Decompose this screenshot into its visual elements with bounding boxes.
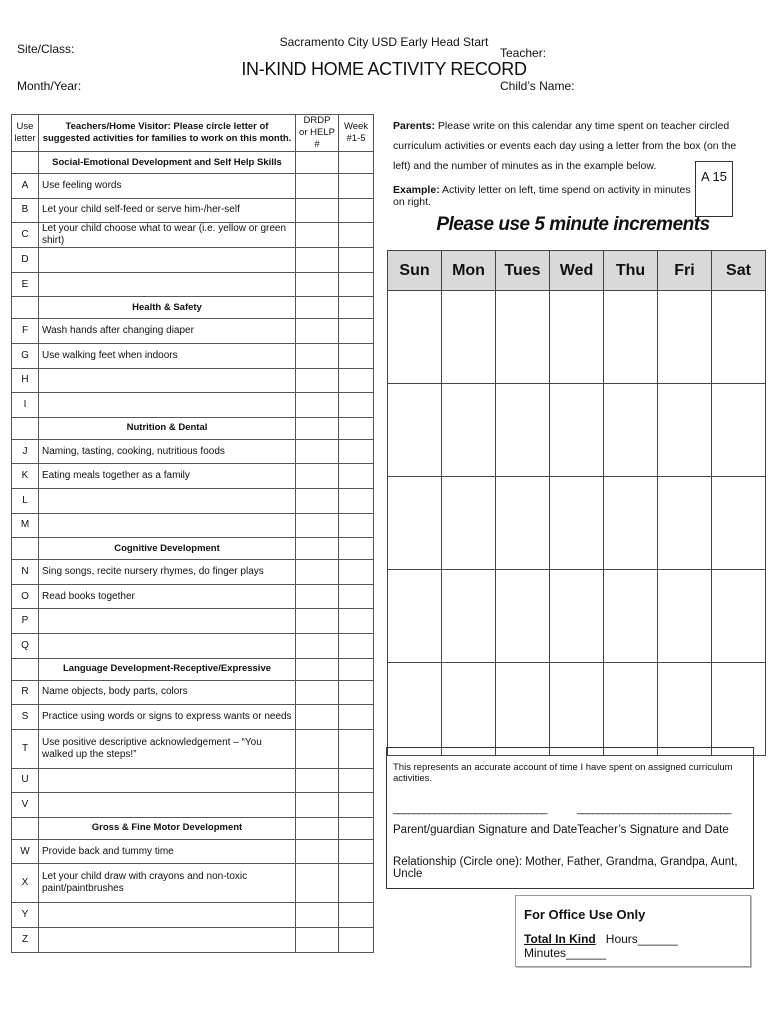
drdp-cell	[296, 152, 339, 174]
category-row	[12, 152, 374, 174]
calendar-day-cell[interactable]	[388, 291, 442, 384]
drdp-cell[interactable]	[296, 633, 339, 658]
calendar-day-cell[interactable]	[388, 570, 442, 663]
week-cell[interactable]	[339, 248, 374, 273]
calendar-week-row	[388, 384, 766, 477]
category-row	[12, 658, 374, 680]
drdp-cell	[296, 817, 339, 839]
activity-description: Sing songs, recite nursery rhymes, do finger plays	[39, 560, 296, 585]
week-cell[interactable]	[339, 223, 374, 248]
week-cell[interactable]	[339, 439, 374, 464]
week-cell[interactable]	[339, 393, 374, 418]
activity-letter[interactable]: Q	[12, 633, 39, 658]
example-value: A 15	[700, 169, 728, 184]
calendar-day-cell[interactable]	[496, 384, 550, 477]
example-box	[695, 161, 733, 217]
week-cell[interactable]	[339, 368, 374, 393]
calendar-day-cell[interactable]	[550, 291, 604, 384]
category-row	[12, 417, 374, 439]
activity-letter[interactable]: Y	[12, 903, 39, 928]
activity-letter[interactable]: L	[12, 488, 39, 513]
total-in-kind-label: Total In Kind	[524, 932, 596, 946]
calendar-week-row	[388, 291, 766, 384]
calendar-day-cell[interactable]	[604, 570, 658, 663]
week-cell[interactable]	[339, 609, 374, 634]
activity-description	[39, 368, 296, 393]
week-cell[interactable]	[339, 793, 374, 818]
instructions-header: Teachers/Home Visitor: Please circle letter of suggested activities for families to work on this month.	[39, 115, 296, 152]
activity-row	[12, 368, 374, 393]
activity-description: Practice using words or signs to express wants or needs	[39, 705, 296, 730]
activity-row	[12, 198, 374, 223]
total-in-kind-line	[524, 932, 750, 960]
activity-description	[39, 768, 296, 793]
letter-cell	[12, 817, 39, 839]
activity-letter[interactable]: M	[12, 513, 39, 538]
activity-letter[interactable]: H	[12, 368, 39, 393]
activity-letter[interactable]: J	[12, 439, 39, 464]
activity-letter[interactable]: S	[12, 705, 39, 730]
signature-box	[386, 747, 754, 889]
parents-label: Parents:	[393, 120, 436, 132]
week-cell[interactable]	[339, 680, 374, 705]
activity-row	[12, 609, 374, 634]
activity-description	[39, 248, 296, 273]
week-cell	[339, 297, 374, 319]
example-text: Activity letter on left, time spend on activity in minutes on right.	[393, 184, 691, 208]
activity-description	[39, 928, 296, 953]
week-cell[interactable]	[339, 198, 374, 223]
drdp-cell[interactable]	[296, 839, 339, 864]
week-cell[interactable]	[339, 864, 374, 903]
day-header-sat: Sat	[712, 251, 766, 291]
activity-row	[12, 584, 374, 609]
activity-letter[interactable]: O	[12, 584, 39, 609]
day-header-fri: Fri	[658, 251, 712, 291]
activity-row	[12, 839, 374, 864]
category-heading: Social-Emotional Development and Self Help Skills	[39, 152, 296, 174]
letter-cell	[12, 152, 39, 174]
week-cell[interactable]	[339, 768, 374, 793]
week-cell	[339, 538, 374, 560]
activity-row	[12, 272, 374, 297]
calendar-day-cell[interactable]	[496, 570, 550, 663]
activity-description	[39, 609, 296, 634]
calendar-day-cell[interactable]	[550, 477, 604, 570]
activity-row	[12, 560, 374, 585]
day-header-thu: Thu	[604, 251, 658, 291]
week-cell[interactable]	[339, 729, 374, 768]
week-cell[interactable]	[339, 174, 374, 199]
activity-description: Use walking feet when indoors	[39, 343, 296, 368]
letter-cell	[12, 417, 39, 439]
calendar-day-cell[interactable]	[442, 663, 496, 756]
category-heading: Health & Safety	[39, 297, 296, 319]
activity-row	[12, 793, 374, 818]
calendar-day-cell[interactable]	[712, 384, 766, 477]
drdp-cell[interactable]	[296, 513, 339, 538]
example-label: Example:	[393, 184, 440, 196]
drdp-cell[interactable]	[296, 319, 339, 344]
category-heading: Gross & Fine Motor Development	[39, 817, 296, 839]
category-row	[12, 297, 374, 319]
parents-text: Please write on this calendar any time spent on teacher circled curriculum activities or events each day using a letter from the box (on the left) and the number of minutes as in the example below.	[393, 120, 737, 172]
week-cell[interactable]	[339, 272, 374, 297]
drdp-cell[interactable]	[296, 729, 339, 768]
activity-letter[interactable]: W	[12, 839, 39, 864]
drdp-cell[interactable]	[296, 680, 339, 705]
child-name-label: Child’s Name:	[500, 79, 575, 93]
activity-description: Let your child self-feed or serve him-/her-self	[39, 198, 296, 223]
activity-description	[39, 393, 296, 418]
calendar-day-cell[interactable]	[442, 570, 496, 663]
activity-description: Read books together	[39, 584, 296, 609]
activity-row	[12, 903, 374, 928]
drdp-cell[interactable]	[296, 903, 339, 928]
activity-letter[interactable]: R	[12, 680, 39, 705]
activity-letter[interactable]: N	[12, 560, 39, 585]
activity-row	[12, 513, 374, 538]
category-heading: Nutrition & Dental	[39, 417, 296, 439]
calendar-day-cell[interactable]	[496, 291, 550, 384]
drdp-cell	[296, 538, 339, 560]
day-header-sun: Sun	[388, 251, 442, 291]
calendar-day-cell[interactable]	[658, 384, 712, 477]
calendar-day-cell[interactable]	[658, 570, 712, 663]
drdp-cell[interactable]	[296, 343, 339, 368]
week-cell	[339, 152, 374, 174]
activity-description: Let your child draw with crayons and non-toxic paint/paintbrushes	[39, 864, 296, 903]
activity-letter[interactable]: G	[12, 343, 39, 368]
calendar-day-cell[interactable]	[550, 570, 604, 663]
office-use-box	[515, 895, 751, 967]
calendar-day-cell[interactable]	[712, 291, 766, 384]
activity-letter[interactable]: A	[12, 174, 39, 199]
site-class-label: Site/Class:	[17, 42, 75, 56]
calendar-day-cell[interactable]	[658, 663, 712, 756]
activity-description	[39, 633, 296, 658]
drdp-cell[interactable]	[296, 609, 339, 634]
letter-cell	[12, 297, 39, 319]
activity-row	[12, 248, 374, 273]
calendar-day-cell[interactable]	[388, 477, 442, 570]
drdp-cell[interactable]	[296, 393, 339, 418]
drdp-cell[interactable]	[296, 488, 339, 513]
week-cell[interactable]	[339, 584, 374, 609]
activity-row	[12, 633, 374, 658]
activity-letter[interactable]: V	[12, 793, 39, 818]
week-cell[interactable]	[339, 839, 374, 864]
activity-row	[12, 488, 374, 513]
category-row	[12, 817, 374, 839]
drdp-cell[interactable]	[296, 584, 339, 609]
calendar-day-cell[interactable]	[442, 477, 496, 570]
week-cell[interactable]	[339, 928, 374, 953]
activity-row	[12, 439, 374, 464]
drdp-header: DRDP or HELP #	[296, 115, 339, 152]
drdp-cell[interactable]	[296, 198, 339, 223]
calendar-day-cell[interactable]	[712, 663, 766, 756]
activity-row	[12, 729, 374, 768]
office-use-title: For Office Use Only	[524, 907, 646, 922]
drdp-cell[interactable]	[296, 439, 339, 464]
drdp-cell[interactable]	[296, 705, 339, 730]
category-heading: Language Development-Receptive/Expressive	[39, 658, 296, 680]
activity-description: Wash hands after changing diaper	[39, 319, 296, 344]
category-heading: Cognitive Development	[39, 538, 296, 560]
activity-row	[12, 223, 374, 248]
category-row	[12, 538, 374, 560]
activity-row	[12, 705, 374, 730]
drdp-cell[interactable]	[296, 793, 339, 818]
drdp-cell[interactable]	[296, 560, 339, 585]
week-cell[interactable]	[339, 560, 374, 585]
week-cell	[339, 417, 374, 439]
calendar-header-row	[388, 251, 766, 291]
calendar-grid	[387, 250, 766, 756]
week-cell	[339, 658, 374, 680]
activity-description: Use feeling words	[39, 174, 296, 199]
drdp-cell	[296, 417, 339, 439]
parent-signature-line[interactable]: ______________________________	[393, 803, 547, 815]
activity-row	[12, 464, 374, 489]
activity-description: Name objects, body parts, colors	[39, 680, 296, 705]
calendar-day-cell[interactable]	[604, 477, 658, 570]
page-title: IN-KIND HOME ACTIVITY RECORD	[241, 59, 527, 79]
activity-description: Naming, tasting, cooking, nutritious foods	[39, 439, 296, 464]
activity-letter[interactable]: K	[12, 464, 39, 489]
drdp-cell	[296, 297, 339, 319]
calendar-day-cell[interactable]	[550, 384, 604, 477]
week-cell[interactable]	[339, 343, 374, 368]
parent-instructions	[393, 116, 743, 176]
drdp-cell[interactable]	[296, 928, 339, 953]
activity-description: Use positive descriptive acknowledgement – “You walked up the steps!”	[39, 729, 296, 768]
day-header-tues: Tues	[496, 251, 550, 291]
activity-row	[12, 768, 374, 793]
activity-letter[interactable]: X	[12, 864, 39, 903]
activity-description	[39, 272, 296, 297]
activity-description	[39, 488, 296, 513]
drdp-cell[interactable]	[296, 768, 339, 793]
calendar-week-row	[388, 663, 766, 756]
activity-description: Provide back and tummy time	[39, 839, 296, 864]
week-cell[interactable]	[339, 705, 374, 730]
activity-letter[interactable]: Z	[12, 928, 39, 953]
calendar-day-cell[interactable]	[496, 663, 550, 756]
activity-letter[interactable]: F	[12, 319, 39, 344]
activity-table	[11, 114, 374, 953]
use-letter-header: Use letter	[12, 115, 39, 152]
activity-row	[12, 680, 374, 705]
calendar-day-cell[interactable]	[604, 663, 658, 756]
activity-row	[12, 864, 374, 903]
calendar-day-cell[interactable]	[712, 570, 766, 663]
activity-description	[39, 793, 296, 818]
minutes-field[interactable]: Minutes______	[524, 946, 607, 960]
drdp-cell[interactable]	[296, 272, 339, 297]
week-cell[interactable]	[339, 319, 374, 344]
activity-letter[interactable]: B	[12, 198, 39, 223]
activity-row	[12, 174, 374, 199]
week-cell	[339, 817, 374, 839]
drdp-cell[interactable]	[296, 248, 339, 273]
teacher-signature-line[interactable]: ______________________________	[577, 803, 731, 815]
letter-cell	[12, 658, 39, 680]
calendar-week-row	[388, 570, 766, 663]
activity-table-header	[12, 115, 374, 152]
drdp-cell[interactable]	[296, 223, 339, 248]
calendar-day-cell[interactable]	[550, 663, 604, 756]
accuracy-statement: This represents an accurate account of time I have spent on assigned curriculum activities.	[393, 762, 733, 784]
activity-letter[interactable]: P	[12, 609, 39, 634]
activity-letter[interactable]: E	[12, 272, 39, 297]
letter-cell	[12, 538, 39, 560]
increments-note: Please use 5 minute increments	[436, 214, 710, 235]
day-header-mon: Mon	[442, 251, 496, 291]
calendar-day-cell[interactable]	[442, 291, 496, 384]
org-name: Sacramento City USD Early Head Start	[279, 35, 489, 49]
activity-description	[39, 513, 296, 538]
drdp-cell	[296, 658, 339, 680]
calendar-day-cell[interactable]	[604, 384, 658, 477]
activity-letter[interactable]: I	[12, 393, 39, 418]
drdp-cell[interactable]	[296, 174, 339, 199]
activity-row	[12, 928, 374, 953]
activity-letter[interactable]: C	[12, 223, 39, 248]
calendar-day-cell[interactable]	[604, 291, 658, 384]
week-cell[interactable]	[339, 513, 374, 538]
activity-letter[interactable]: U	[12, 768, 39, 793]
month-year-label: Month/Year:	[17, 79, 82, 93]
parent-signature-label: Parent/guardian Signature and Date	[393, 824, 578, 836]
activity-description: Eating meals together as a family	[39, 464, 296, 489]
week-cell[interactable]	[339, 488, 374, 513]
calendar-day-cell[interactable]	[712, 477, 766, 570]
activity-row	[12, 319, 374, 344]
activity-description	[39, 903, 296, 928]
calendar-day-cell[interactable]	[442, 384, 496, 477]
week-cell[interactable]	[339, 633, 374, 658]
drdp-cell[interactable]	[296, 864, 339, 903]
calendar-day-cell[interactable]	[658, 291, 712, 384]
drdp-cell[interactable]	[296, 368, 339, 393]
calendar-week-row	[388, 477, 766, 570]
activity-letter[interactable]: T	[12, 729, 39, 768]
activity-row	[12, 343, 374, 368]
example-line	[393, 184, 693, 208]
relationship-line: Relationship (Circle one): Mother, Father, Grandma, Grandpa, Aunt, Uncle	[393, 856, 738, 880]
drdp-cell[interactable]	[296, 464, 339, 489]
activity-row	[12, 393, 374, 418]
day-header-wed: Wed	[550, 251, 604, 291]
activity-description: Let your child choose what to wear (i.e. yellow or green shirt)	[39, 223, 296, 248]
calendar-day-cell[interactable]	[388, 663, 442, 756]
calendar-day-cell[interactable]	[388, 384, 442, 477]
hours-field[interactable]: Hours______	[605, 932, 678, 946]
teacher-signature-label: Teacher’s Signature and Date	[577, 824, 729, 836]
week-cell[interactable]	[339, 903, 374, 928]
calendar-day-cell[interactable]	[658, 477, 712, 570]
activity-letter[interactable]: D	[12, 248, 39, 273]
week-header: Week #1-5	[339, 115, 374, 152]
calendar-day-cell[interactable]	[496, 477, 550, 570]
week-cell[interactable]	[339, 464, 374, 489]
teacher-label: Teacher:	[500, 46, 547, 60]
